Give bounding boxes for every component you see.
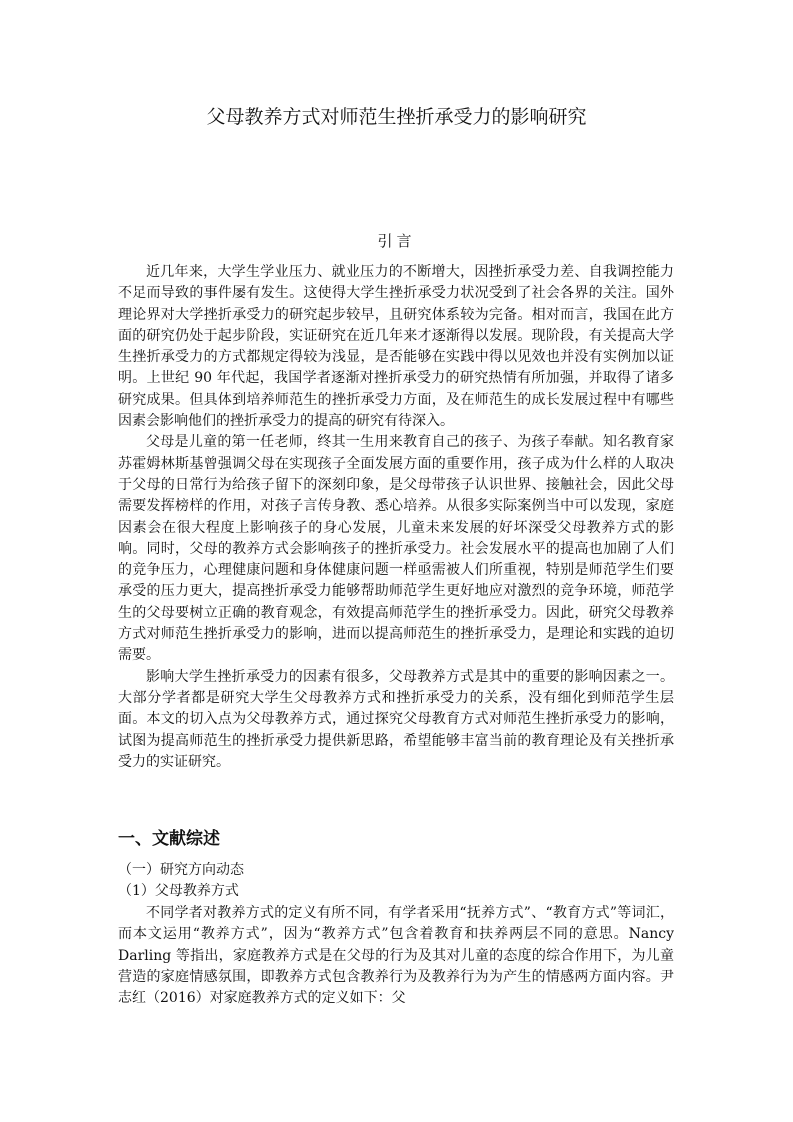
subsubsection-heading-parenting-style: （1）父母教养方式 (118, 883, 239, 899)
intro-section (118, 262, 674, 773)
intro-heading: 引言 (377, 232, 416, 250)
intro-paragraph: 近几年来，大学生学业压力、就业压力的不断增大，因挫折承受力差、自我调控能力不足而导致的事件屡有发生。这使得大学生挫折承受力状况受到了社会各界的关注。国外理论界对大学挫折承受力的研究起步较早，且研究体系较为完备。相对而言，我国在此方面的研究仍处于起步阶段，实证研究在近几年来才逐渐得以发展。现阶段，有关提高大学生挫折承受力的方式都规定得较为浅显，是否能够在实践中得以见效也并没有实例加以证明。上世纪 90 年代起，我国学者逐渐对挫折承受力的研究热情有所加强，并取得了诸多研究成果。但具体到培养师范生的挫折承受力方面，及在师范生的成长发展过程中有哪些因素会影响他们的挫折承受力的提高的研究有待深入。 (118, 264, 674, 430)
section-heading-literature-review: 一、文献综述 (118, 829, 220, 849)
intro-paragraph: 父母是儿童的第一任老师，终其一生用来教育自己的孩子、为孩子奉献。知名教育家苏霍姆林斯基曾强调父母在实现孩子全面发展方面的重要作用，孩子成为什么样的人取决于父母的日常行为给孩子留下的深刻印象，是父母带孩子认识世界、接触社会，因此父母需要发挥榜样的作用，对孩子言传身教、悉心培养。从很多实际案例当中可以发现，家庭因素会在很大程度上影响孩子的身心发展，儿童未来发展的好坏深受父母教养方式的影响。同时，父母的教养方式会影响孩子的挫折承受力。社会发展水平的提高也加剧了人们的竞争压力，心理健康问题和身体健康问题一样亟需被人们所重视，特别是师范学生们要承受的压力更大，提高挫折承受力能够帮助师范学生更好地应对激烈的竞争环境，师范学生的父母要树立正确的教育观念，有效提高师范学生的挫折承受力。因此，研究父母教养方式对师范生挫折承受力的影响，进而以提高师范生的挫折承受力，是理论和实践的迫切需要。 (118, 434, 674, 664)
definition-paragraph: 不同学者对教养方式的定义有所不同，有学者采用“抚养方式”、“教育方式”等词汇，而本文运用“教养方式”，因为“教养方式”包含着教育和扶养两层不同的意思。Nancy Darling 等指出，家庭教养方式是在父母的行为及其对儿童的态度的综合作用下，为儿童营造的家庭情感氛围，即教养方式包含教养行为及教养行为为产生的情感两方面内容。尹志红（2016）对家庭教养方式的定义如下：父 (118, 905, 674, 1007)
subsection-heading-research-trends: （一）研究方向动态 (118, 862, 244, 878)
document-title: 父母教养方式对师范生挫折承受力的影响研究 (206, 106, 587, 128)
definition-section (118, 903, 674, 1009)
intro-paragraph: 影响大学生挫折承受力的因素有很多，父母教养方式是其中的重要的影响因素之一。大部分学者都是研究大学生父母教养方式和挫折承受力的关系，没有细化到师范学生层面。本文的切入点为父母教养方式，通过探究父母教育方式对师范生挫折承受力的影响，试图为提高师范生的挫折承受力提供新思路，希望能够丰富当前的教育理论及有关挫折承受力的实证研究。 (118, 668, 674, 770)
